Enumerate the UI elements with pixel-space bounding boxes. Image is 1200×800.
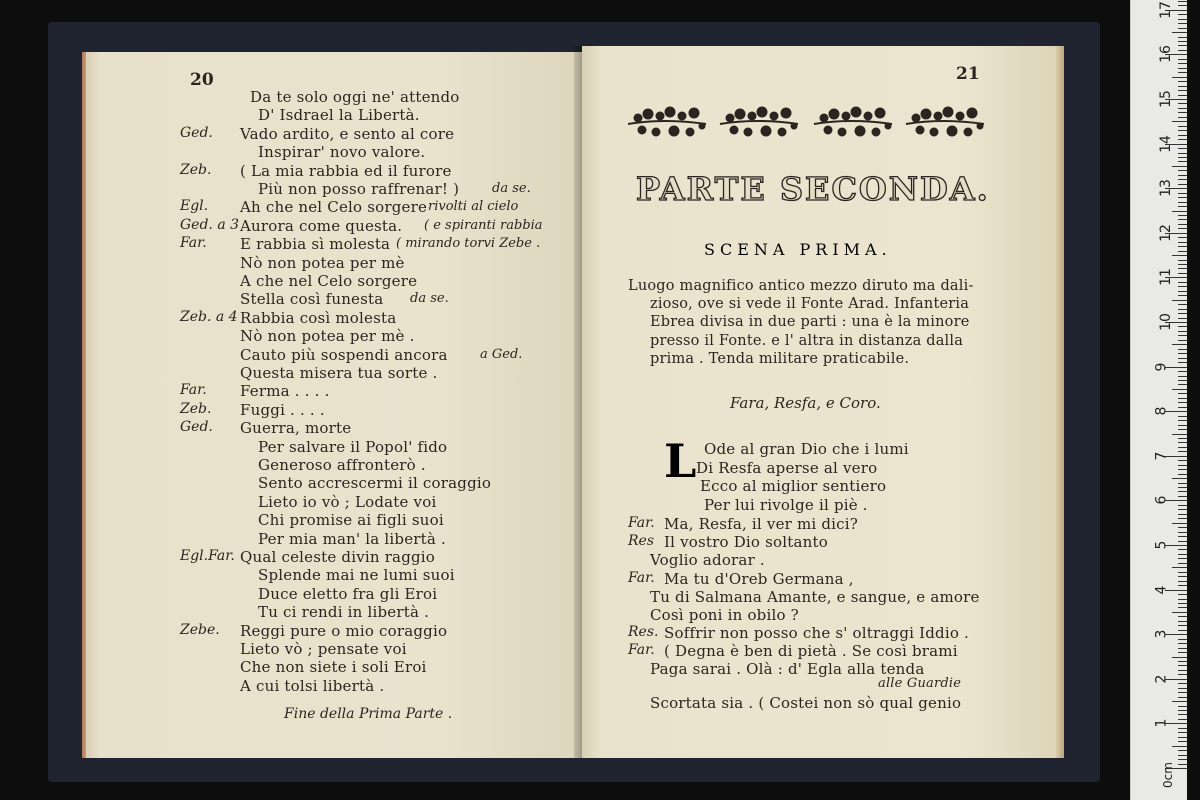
- dialogue-line: Voglio adorar .: [650, 551, 765, 569]
- ruler-tick: [1178, 130, 1187, 131]
- ruler-tick: [1178, 429, 1187, 430]
- ruler-tick: [1178, 741, 1187, 742]
- speaker-label: Ged.: [180, 419, 213, 436]
- verse-line: Ode al gran Dio che i lumi: [704, 440, 909, 458]
- ruler-tick: [1178, 331, 1187, 332]
- ruler-tick: [1178, 661, 1187, 662]
- ruler-number: 17: [1157, 0, 1174, 19]
- ruler-tick: [1178, 112, 1187, 113]
- ruler-tick: [1178, 451, 1187, 452]
- ruler-tick: [1178, 157, 1187, 158]
- speaker-label: Zeb.: [180, 161, 212, 178]
- ruler-tick: [1178, 170, 1187, 171]
- ruler-tick: [1178, 549, 1187, 550]
- ruler-tick: [1178, 750, 1187, 751]
- stage-note: da se.: [410, 291, 449, 307]
- ruler-tick: [1178, 447, 1187, 448]
- ruler-tick: [1178, 438, 1187, 439]
- ruler-tick: [1178, 594, 1187, 595]
- ruler-tick: [1178, 135, 1187, 136]
- description-line: Luogo magnifico antico mezzo diruto ma dali-: [628, 278, 974, 294]
- verse-line: Fuggi . . . .: [240, 400, 325, 419]
- end-of-part-note: Fine della Prima Parte .: [284, 706, 453, 722]
- speaker-label: Zeb. a 4: [180, 308, 238, 325]
- ruler-tick: [1178, 86, 1187, 87]
- verse-line: A che nel Celo sorgere: [240, 272, 418, 290]
- ruler-tick: [1178, 313, 1187, 314]
- ruler-tick: [1172, 389, 1187, 390]
- ruler-tick: [1178, 572, 1187, 573]
- dialogue-line: Il vostro Dio soltanto: [664, 533, 828, 551]
- ruler-tick: [1178, 139, 1187, 140]
- stage-note: da se.: [492, 181, 531, 196]
- verse-line: E rabbia sì molesta: [240, 235, 391, 254]
- verse-line: ( La mia rabbia ed il furore: [240, 161, 452, 180]
- ruler-number: 6: [1153, 495, 1170, 505]
- dialogue-line: Ma, Resfa, il ver mi dici?: [664, 515, 859, 533]
- ruler-tick: [1178, 304, 1187, 305]
- ruler-number: 4: [1153, 585, 1170, 595]
- ruler-tick: [1178, 153, 1187, 154]
- verse-line: Qual celeste divin raggio: [240, 548, 436, 566]
- ruler-tick: [1178, 487, 1187, 488]
- ruler-tick: [1178, 318, 1187, 319]
- ruler-number: 14: [1157, 134, 1174, 153]
- ruler-tick: [1178, 206, 1187, 207]
- measuring-ruler: [1130, 0, 1187, 800]
- ruler-tick: [1178, 326, 1187, 327]
- ruler-tick: [1178, 483, 1187, 484]
- ruler-tick: [1178, 442, 1187, 443]
- floral-ornament-icon: [624, 100, 990, 144]
- character-list: Fara, Resfa, e Coro.: [730, 394, 881, 412]
- ruler-tick: [1178, 732, 1187, 733]
- ruler-tick: [1172, 344, 1187, 345]
- ruler-tick: [1178, 639, 1187, 640]
- verse-line: Lieto io vò ; Lodate voi: [258, 492, 437, 511]
- page-number-right: 21: [956, 64, 980, 84]
- dialogue-line: Scortata sia . ( Costei non sò qual genio: [650, 694, 962, 712]
- ruler-tick: [1178, 558, 1187, 559]
- speaker-label: Egl.Far.: [180, 548, 235, 564]
- ruler-tick: [1178, 380, 1187, 381]
- ruler-tick: [1178, 224, 1187, 225]
- speaker-label: Ged.: [180, 124, 213, 141]
- ruler-tick: [1172, 255, 1187, 256]
- ruler-tick: [1172, 121, 1187, 122]
- ruler-tick: [1178, 193, 1187, 194]
- ruler-tick: [1178, 5, 1187, 6]
- ruler-tick: [1178, 184, 1187, 185]
- ruler-tick: [1178, 509, 1187, 510]
- description-line: Ebrea divisa in due parti : una è la minore: [650, 314, 970, 331]
- ruler-tick: [1172, 612, 1187, 613]
- speaker-label: Zeb.: [180, 400, 212, 417]
- ruler-tick: [1178, 228, 1187, 229]
- speaker-label: Far.: [628, 642, 655, 658]
- ruler-tick: [1178, 719, 1187, 720]
- ruler-tick: [1178, 514, 1187, 515]
- dialogue-line: Soffrir non posso che s' oltraggi Iddio .: [664, 624, 969, 642]
- ruler-tick: [1172, 657, 1187, 658]
- ruler-tick: [1178, 68, 1187, 69]
- stage-note: ( mirando torvi Zebe .: [396, 236, 541, 252]
- ruler-tick: [1178, 505, 1187, 506]
- verse-line: Lieto vò ; pensate voi: [240, 640, 407, 658]
- ruler-tick: [1178, 273, 1187, 274]
- ruler-tick: [1178, 532, 1187, 533]
- dialogue-line: Ma tu d'Oreb Germana ,: [664, 570, 854, 588]
- verse-line: Sento accrescermi il coraggio: [258, 474, 492, 493]
- ruler-tick: [1178, 95, 1187, 96]
- description-line: prima . Tenda militare praticabile.: [650, 350, 910, 367]
- ruler-tick: [1178, 603, 1187, 604]
- dialogue-line: Così poni in obilo ?: [650, 606, 799, 624]
- verse-line: Cauto più sospendi ancora: [240, 345, 448, 364]
- ruler-tick: [1178, 340, 1187, 341]
- ruler-tick: [1178, 63, 1187, 64]
- speaker-label: Far.: [180, 235, 207, 252]
- ruler-tick: [1178, 202, 1187, 203]
- ruler-tick: [1178, 737, 1187, 738]
- ruler-number: 8: [1153, 406, 1170, 416]
- ruler-tick: [1178, 197, 1187, 198]
- ruler-tick: [1172, 523, 1187, 524]
- ruler-tick: [1178, 496, 1187, 497]
- ruler-tick: [1178, 242, 1187, 243]
- ruler-tick: [1178, 1, 1187, 2]
- ruler-tick: [1178, 706, 1187, 707]
- ruler-tick: [1172, 211, 1187, 212]
- ruler-tick: [1178, 362, 1187, 363]
- ruler-number: 12: [1157, 223, 1174, 242]
- speaker-label: Far.: [628, 570, 655, 586]
- ruler-tick: [1178, 625, 1187, 626]
- ruler-tick: [1178, 282, 1187, 283]
- ruler-tick: [1178, 349, 1187, 350]
- scene-heading: SCENA PRIMA.: [704, 240, 892, 259]
- ruler-tick: [1178, 407, 1187, 408]
- ruler-tick: [1178, 14, 1187, 15]
- ruler-tick: [1178, 50, 1187, 51]
- verse-line: Aurora come questa.: [240, 216, 403, 235]
- ruler-tick: [1172, 300, 1187, 301]
- verse-line: D' Isdrael la Libertà.: [258, 106, 420, 125]
- ruler-tick: [1178, 45, 1187, 46]
- ruler-tick: [1178, 607, 1187, 608]
- ruler-tick: [1178, 621, 1187, 622]
- verse-line: Per salvare il Popol' fido: [258, 437, 448, 456]
- ruler-tick: [1178, 215, 1187, 216]
- stage-note: alle Guardie: [878, 676, 962, 691]
- ruler-tick: [1178, 648, 1187, 649]
- verse-line: Per mia man' la libertà .: [258, 529, 446, 548]
- ruler-unit-label: 0cm: [1160, 762, 1175, 788]
- ruler-tick: [1178, 469, 1187, 470]
- ruler-tick: [1172, 32, 1187, 33]
- ruler-tick: [1178, 576, 1187, 577]
- ruler-tick: [1178, 126, 1187, 127]
- ruler-tick: [1178, 697, 1187, 698]
- ruler-tick: [1178, 630, 1187, 631]
- verse-line: Tu ci rendi in libertà .: [258, 603, 430, 622]
- speaker-label: Zebe.: [180, 621, 220, 638]
- ruler-tick: [1178, 652, 1187, 653]
- stage-note: rivolti al cielo: [428, 199, 519, 215]
- ruler-number: 13: [1157, 179, 1174, 198]
- ruler-tick: [1178, 59, 1187, 60]
- speaker-label: Res.: [628, 624, 659, 640]
- verse-line: Più non posso raffrenar! ): [258, 180, 460, 198]
- ruler-tick: [1172, 434, 1187, 435]
- ruler-number: 11: [1157, 268, 1174, 287]
- ruler-tick: [1178, 599, 1187, 600]
- ruler-tick: [1178, 692, 1187, 693]
- part-title: PARTE SECONDA.: [636, 170, 990, 208]
- ruler-tick: [1178, 425, 1187, 426]
- ruler-tick: [1178, 246, 1187, 247]
- speaker-label: Far.: [628, 515, 655, 531]
- ruler-number: 5: [1153, 540, 1170, 550]
- ruler-tick: [1178, 309, 1187, 310]
- ruler-tick: [1178, 465, 1187, 466]
- ruler-tick: [1178, 585, 1187, 586]
- verse-line: Reggi pure o mio coraggio: [240, 621, 448, 640]
- ruler-tick: [1178, 335, 1187, 336]
- ruler-tick: [1178, 291, 1187, 292]
- ruler-tick: [1178, 384, 1187, 385]
- ruler-number: 15: [1157, 90, 1174, 108]
- ruler-tick: [1178, 491, 1187, 492]
- ruler-number: 16: [1157, 45, 1174, 64]
- dialogue-line: Paga sarai . Olà : d' Egla alla tenda: [650, 660, 925, 678]
- ruler-tick: [1172, 701, 1187, 702]
- dialogue-line: Tu di Salmana Amante, e sangue, e amore: [650, 588, 980, 606]
- ruler-tick: [1178, 81, 1187, 82]
- ruler-number: 10: [1157, 313, 1174, 331]
- ruler-tick: [1178, 219, 1187, 220]
- verse-line: Vado ardito, e sento al core: [240, 124, 455, 143]
- ruler-tick: [1172, 746, 1187, 747]
- ruler-tick: [1178, 714, 1187, 715]
- ruler-tick: [1178, 72, 1187, 73]
- verse-line: Da te solo oggi ne' attendo: [250, 88, 460, 106]
- ruler-tick: [1178, 710, 1187, 711]
- ruler-tick: [1178, 527, 1187, 528]
- ruler-tick: [1178, 402, 1187, 403]
- stage-note: a Ged.: [480, 346, 523, 362]
- ruler-tick: [1178, 90, 1187, 91]
- ruler-tick: [1178, 759, 1187, 760]
- ruler-tick: [1178, 616, 1187, 617]
- ruler-tick: [1178, 541, 1187, 542]
- ruler-number: 3: [1153, 629, 1170, 639]
- verse-line: Questa misera tua sorte .: [240, 364, 438, 382]
- ruler-tick: [1178, 179, 1187, 180]
- right-page-edge: [1056, 46, 1064, 758]
- ruler-tick: [1178, 23, 1187, 24]
- verse-line: Guerra, morte: [240, 419, 352, 438]
- ruler-tick: [1178, 260, 1187, 261]
- verse-line: A cui tolsi libertà .: [240, 676, 385, 695]
- dialogue-line: ( Degna è ben di pietà . Se così brami: [664, 642, 958, 660]
- ruler-tick: [1178, 353, 1187, 354]
- verse-line: Duce eletto fra gli Eroi: [258, 584, 438, 603]
- ruler-tick: [1178, 376, 1187, 377]
- verse-line: Di Resfa aperse al vero: [696, 458, 878, 477]
- drop-cap: L: [664, 434, 697, 488]
- description-line: presso il Fonte. e l' altra in distanza dalla: [650, 332, 964, 349]
- ruler-tick: [1178, 161, 1187, 162]
- ruler-tick: [1178, 643, 1187, 644]
- ruler-tick: [1172, 166, 1187, 167]
- ruler-number: 1: [1153, 718, 1170, 728]
- description-line: zioso, ove si vede il Fonte Arad. Infanteria: [650, 296, 970, 313]
- speaker-label: Res: [628, 533, 655, 549]
- verse-line: Che non siete i soli Eroi: [240, 658, 427, 677]
- ruler-tick: [1178, 41, 1187, 42]
- ruler-tick: [1178, 581, 1187, 582]
- ruler-tick: [1178, 19, 1187, 20]
- ruler-tick: [1178, 37, 1187, 38]
- ruler-tick: [1178, 251, 1187, 252]
- ruler-tick: [1178, 728, 1187, 729]
- ruler-tick: [1178, 358, 1187, 359]
- verse-line: Nò non potea per mè: [240, 253, 405, 272]
- ruler-tick: [1178, 286, 1187, 287]
- ruler-tick: [1178, 460, 1187, 461]
- verse-line: Generoso affronterò .: [258, 456, 426, 474]
- verse-line: Splende mai ne lumi suoi: [258, 566, 455, 585]
- ruler-tick: [1178, 688, 1187, 689]
- stage-note: ( e spiranti rabbia: [424, 217, 543, 233]
- ruler-tick: [1178, 398, 1187, 399]
- ruler-tick: [1178, 148, 1187, 149]
- ruler-number: 7: [1153, 451, 1170, 461]
- speaker-label: Egl.: [180, 198, 209, 215]
- ruler-tick: [1178, 563, 1187, 564]
- page-number-left: 20: [190, 70, 214, 90]
- verse-line: Nò non potea per mè .: [240, 327, 415, 346]
- speaker-label: Far.: [180, 382, 207, 399]
- verse-line: Chi promise ai figli suoi: [258, 511, 444, 530]
- ruler-tick: [1178, 268, 1187, 269]
- ruler-tick: [1178, 28, 1187, 29]
- ruler-tick: [1178, 103, 1187, 104]
- ruler-tick: [1178, 295, 1187, 296]
- ruler-tick: [1178, 393, 1187, 394]
- ruler-tick: [1172, 478, 1187, 479]
- ruler-tick: [1178, 371, 1187, 372]
- ruler-tick: [1178, 683, 1187, 684]
- ruler-tick: [1178, 474, 1187, 475]
- ruler-tick: [1178, 536, 1187, 537]
- ruler-tick: [1178, 665, 1187, 666]
- verse-line: Ah che nel Celo sorgere: [240, 198, 428, 217]
- ruler-tick: [1172, 567, 1187, 568]
- speaker-label: Ged. a 3: [180, 216, 240, 233]
- ruler-tick: [1178, 518, 1187, 519]
- ruler-tick: [1178, 117, 1187, 118]
- ruler-tick: [1178, 670, 1187, 671]
- verse-line: Ferma . . . .: [240, 382, 330, 401]
- ruler-tick: [1178, 764, 1187, 765]
- ruler-tick: [1178, 175, 1187, 176]
- ruler-tick: [1178, 237, 1187, 238]
- verse-line: Inspirar' novo valore.: [258, 143, 426, 162]
- ruler-tick: [1178, 554, 1187, 555]
- ruler-tick: [1178, 674, 1187, 675]
- verse-line: Ecco al miglior sentiero: [700, 477, 887, 495]
- ruler-number: 2: [1153, 674, 1170, 684]
- ruler-tick: [1178, 264, 1187, 265]
- ruler-number: 9: [1153, 362, 1170, 372]
- verse-line: Per lui rivolge il piè .: [704, 495, 868, 514]
- verse-line: Rabbia così molesta: [240, 308, 397, 327]
- ruler-tick: [1178, 108, 1187, 109]
- verse-line: Stella così funesta: [240, 290, 384, 309]
- ruler-tick: [1178, 420, 1187, 421]
- ruler-tick: [1172, 77, 1187, 78]
- ruler-tick: [1178, 416, 1187, 417]
- ruler-tick: [1178, 755, 1187, 756]
